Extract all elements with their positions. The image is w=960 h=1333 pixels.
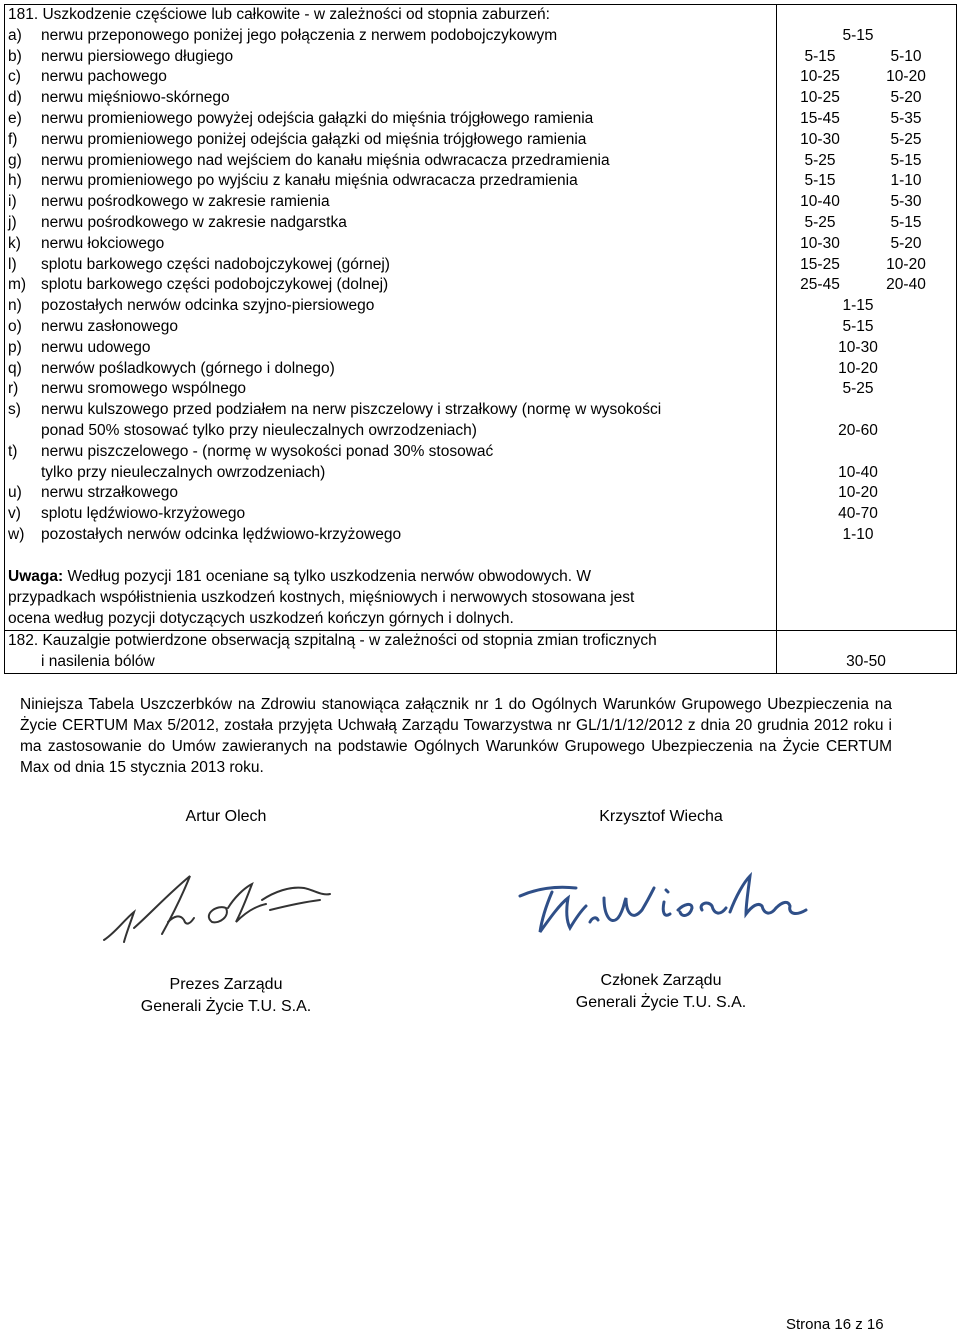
row-description: nerwu piersiowego długiego xyxy=(41,47,234,65)
row-value-left-side: 5-35 xyxy=(890,110,922,127)
row-letter: n) xyxy=(8,297,22,315)
row-description: nerwu pośrodkowego w zakresie nadgarstka xyxy=(41,214,347,231)
row-value-left-side: 20-40 xyxy=(886,276,926,294)
row-description: nerwu strzałkowego xyxy=(41,484,178,502)
row-description: nerwu pachowego xyxy=(41,68,167,86)
row-letter: m) xyxy=(8,276,27,294)
row-value-right-side: 5-25 xyxy=(804,151,836,169)
closing-paragraph: Niniejsza Tabela Uszczerbków na Zdrowiu stanowiąca załącznik nr 1 do Ogólnych Warunków Grupowego Ubezpieczenia na Życie CERTUM Max 5/2012, została przyjęta Uchwałą Zarządu Towarzystwa nr GL/1/1/12/2012 z dnia 20 grudnia 2012 roku i ma zastosowanie do Umów zawieranych na podstawie Ogólnych Warunków Grupowego Ubezpieczenia na Życie CERTUM Max od dnia 15 stycznia 2013 roku. xyxy=(20,696,892,776)
row-value: 5-15 xyxy=(842,26,874,44)
signature-left-image xyxy=(94,862,366,954)
note-label: Uwaga: xyxy=(8,568,64,585)
section-182-value: 30-50 xyxy=(846,653,886,670)
row-value: 5-25 xyxy=(842,380,874,398)
section-181-title: 181. Uszkodzenie częściowe lub całkowite - w zależności od stopnia zaburzeń: xyxy=(8,6,550,23)
row-letter: l) xyxy=(8,255,17,273)
row-value: 40-70 xyxy=(838,505,878,523)
table-row xyxy=(8,359,956,380)
row-letter: c) xyxy=(8,68,21,86)
table-row xyxy=(8,26,956,47)
signatory-left-name: Artur Olech xyxy=(185,808,267,825)
row-value: 10-40 xyxy=(838,463,878,481)
row-value: 20-60 xyxy=(838,422,878,439)
row-value-left-side: 5-10 xyxy=(890,47,922,65)
note-line-1 xyxy=(8,566,591,587)
row-description: nerwu przeponowego poniżej jego połączenia z nerwem podobojczykowym xyxy=(41,26,558,44)
note-line-3: ocena według pozycji dotyczących uszkodzeń kończyn górnych i dolnych. xyxy=(8,610,514,627)
row-letter: g) xyxy=(8,151,22,169)
row-value: 10-30 xyxy=(838,338,878,356)
row-letter: o) xyxy=(8,318,22,335)
table-row xyxy=(8,151,956,172)
section-182-line-1: 182. Kauzalgie potwierdzone obserwacją szpitalną - w zależności od stopnia zmian troficznych xyxy=(8,632,657,649)
note-line-2: przypadkach współistnienia uszkodzeń kostnych, mięśniowych i nerwowych stosowana jest xyxy=(8,589,635,606)
row-value-right-side: 15-45 xyxy=(800,110,840,127)
row-description: nerwu promieniowego powyżej odejścia gałązki do mięśnia trójgłowego ramienia xyxy=(41,110,594,127)
row-letter: s) xyxy=(8,401,21,419)
signatory-right-name: Krzysztof Wiecha xyxy=(599,808,723,825)
signatory-left-role: Prezes Zarządu xyxy=(169,976,283,993)
table-row xyxy=(8,171,956,192)
table-row xyxy=(8,525,956,546)
table-row xyxy=(8,442,956,463)
table-row xyxy=(8,400,956,421)
table-row xyxy=(8,463,956,484)
table-row xyxy=(8,192,956,213)
note-text-1: Według pozycji 181 oceniane są tylko uszkodzenia nerwów obwodowych. W xyxy=(67,568,591,585)
row-value-left-side: 5-25 xyxy=(890,130,922,148)
row-value: 1-10 xyxy=(842,526,874,543)
row-description: nerwu pośrodkowego w zakresie ramienia xyxy=(41,193,330,211)
table-row xyxy=(8,296,956,317)
row-value-left-side: 5-20 xyxy=(890,234,922,252)
row-value-left-side: 5-30 xyxy=(890,193,922,211)
row-description: nerwu mięśniowo-skórnego xyxy=(41,89,230,107)
table-row xyxy=(8,483,956,504)
row-value-right-side: 25-45 xyxy=(800,276,840,294)
table-row xyxy=(8,504,956,525)
table-row xyxy=(8,88,956,109)
table-row xyxy=(8,213,956,234)
page-number: Strona 16 z 16 xyxy=(786,1316,884,1333)
row-description: nerwu sromowego wspólnego xyxy=(41,380,247,398)
row-description: nerwu piszczelowego - (normę w wysokości ponad 30% stosować xyxy=(41,442,494,460)
row-description: nerwu promieniowego poniżej odejścia gałązki od mięśnia trójgłowego ramienia xyxy=(41,130,587,148)
row-description: splotu barkowego części nadobojczykowej (górnej) xyxy=(41,255,390,273)
row-letter: p) xyxy=(8,338,22,356)
row-letter: a) xyxy=(8,26,22,44)
table-row xyxy=(8,67,956,88)
row-letter: q) xyxy=(8,359,22,377)
table-row xyxy=(8,47,956,68)
row-description: splotu lędźwiowo-krzyżowego xyxy=(41,505,246,523)
row-description: pozostałych nerwów odcinka szyjno-piersiowego xyxy=(41,297,375,315)
row-description: ponad 50% stosować tylko przy nieuleczalnych owrzodzeniach) xyxy=(41,422,477,439)
table-row xyxy=(8,421,956,442)
row-description: nerwu zasłonowego xyxy=(41,318,179,335)
row-letter: u) xyxy=(8,484,22,502)
row-description: splotu barkowego części podobojczykowej (dolnej) xyxy=(41,276,389,294)
row-value: 5-15 xyxy=(842,318,874,335)
row-value-left-side: 5-15 xyxy=(890,151,922,169)
row-description: nerwu promieniowego po wyjściu z kanału mięśnia odwracacza przedramienia xyxy=(41,172,578,190)
row-description: nerwu udowego xyxy=(41,338,151,356)
row-letter: e) xyxy=(8,110,22,127)
row-letter: j) xyxy=(8,214,17,231)
row-description: pozostałych nerwów odcinka lędźwiowo-krzyżowego xyxy=(41,526,402,543)
row-letter: i) xyxy=(8,193,17,211)
row-value-right-side: 15-25 xyxy=(800,255,840,273)
row-description: nerwu kulszowego przed podziałem na nerw piszczelowy i strzałkowy (normę w wysokości xyxy=(41,401,662,419)
table-row xyxy=(8,275,956,296)
row-letter: r) xyxy=(8,380,19,398)
row-letter: h) xyxy=(8,172,22,190)
row-value: 10-20 xyxy=(838,359,878,377)
signatory-left-company: Generali Życie T.U. S.A. xyxy=(140,998,312,1015)
table-row xyxy=(8,317,956,338)
row-value-right-side: 5-15 xyxy=(804,172,836,190)
row-value-right-side: 10-40 xyxy=(800,193,840,211)
table-row xyxy=(8,379,956,400)
row-letter: d) xyxy=(8,89,22,107)
row-value-left-side: 10-20 xyxy=(886,68,926,86)
row-value-right-side: 10-25 xyxy=(800,89,840,107)
row-value-left-side: 5-15 xyxy=(890,214,922,231)
row-description: nerwów pośladkowych (górnego i dolnego) xyxy=(41,359,335,377)
row-value-right-side: 5-25 xyxy=(804,214,836,231)
table-row xyxy=(8,338,956,359)
signatory-right-company: Generali Życie T.U. S.A. xyxy=(575,994,747,1011)
row-value-right-side: 10-25 xyxy=(800,68,840,86)
row-letter: v) xyxy=(8,505,21,523)
table-row xyxy=(8,109,956,130)
row-value: 10-20 xyxy=(838,484,878,502)
row-description: nerwu łokciowego xyxy=(41,234,165,252)
row-value-left-side: 10-20 xyxy=(886,255,926,273)
row-value-right-side: 10-30 xyxy=(800,130,840,148)
row-value-left-side: 1-10 xyxy=(890,172,922,190)
row-value-right-side: 5-15 xyxy=(804,47,836,65)
table-row xyxy=(8,255,956,276)
row-letter: f) xyxy=(8,130,18,148)
section-182-line-2: i nasilenia bólów xyxy=(41,653,155,670)
row-value-left-side: 5-20 xyxy=(890,89,922,107)
row-description: nerwu promieniowego nad wejściem do kanału mięśnia odwracacza przedramienia xyxy=(41,151,610,169)
row-value: 1-15 xyxy=(842,297,874,315)
signature-right-image xyxy=(506,858,812,940)
row-description: tylko przy nieuleczalnych owrzodzeniach) xyxy=(41,463,326,481)
row-value-right-side: 10-30 xyxy=(800,234,840,252)
row-letter: w) xyxy=(8,526,25,543)
table-row xyxy=(8,234,956,255)
table-row xyxy=(8,130,956,151)
row-letter: k) xyxy=(8,234,21,252)
signatory-right-role: Członek Zarządu xyxy=(600,972,722,989)
row-letter: b) xyxy=(8,47,22,65)
row-letter: t) xyxy=(8,442,18,460)
